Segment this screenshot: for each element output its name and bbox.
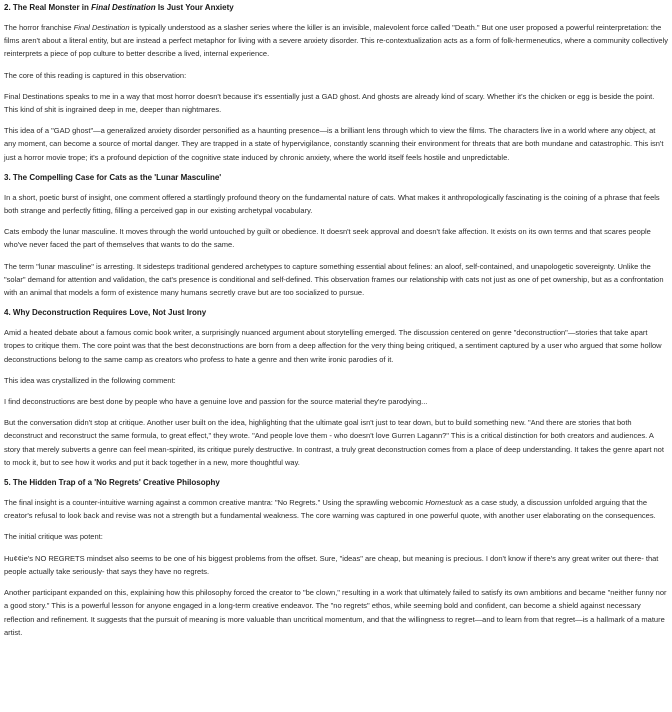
paragraph: In a short, poetic burst of insight, one comment offered a startlingly profound theory on the fundamental nature of cats. What makes it anthropologically fascinating is the coining of a phrase that feels both strange and perfectly fitting, filling a perceived gap in our existing archetypal vocabulary. [4, 192, 660, 216]
text-run: The horror franchise [4, 23, 74, 32]
quote-paragraph: Final Destinations speaks to me in a way that most horror doesn't because it's essentially just a GAD ghost. And ghosts are already kind of scary. Whether it's the chicken or egg is beside the point. This kind of shit is ingrained deep in me, deeper than nightmares. [4, 91, 655, 115]
quote-paragraph: Hu¢¢ie's NO REGRETS mindset also seems to be one of his biggest problems from the offset. Sure, "ideas" are cheap, but meaning is precious. I don't know if there's any great writer out there- that people actually take seriously- that says they have no regrets. [4, 553, 659, 576]
heading-text: Is Just Your Anxiety [155, 3, 234, 12]
title-italic: Final Destination [73, 23, 130, 32]
title-italic: Homestuck [425, 498, 463, 508]
paragraph [4, 496, 669, 522]
paragraph [4, 21, 669, 61]
text-run: is typically understood as a slasher series where the killer is an invisible, malevolent force called "Death." But one user proposed a powerful reinterpretation: the films aren't about a literal entity, but are instead a perfect metaphor for living with a severe anxiety disorder. This re-contextualization acts as a form of folk-hermeneutics, where a community collectively reinterprets a piece of pop culture to better describe a lived, internal experience. [4, 23, 668, 59]
section-deconstruction [4, 307, 669, 469]
heading-text: 2. The Real Monster in [4, 3, 92, 12]
paragraph: Amid a heated debate about a famous comic book writer, a surprisingly nuanced argument about storytelling emerged. The discussion centered on genre "deconstruction"—stories that take apart tropes to critique them. The core point was that the best deconstructions are born from a deep affection for the very thing being critiqued, a sentiment captured by a user who argued that some hollow deconstructions belong to the same camp as creators who profess to hate a genre and then write ironic parodies of it. [4, 328, 662, 364]
quote-paragraph: I find deconstructions are best done by people who have a genuine love and passion for the source material they're parodying... [4, 397, 428, 407]
section-lunar-masculine [4, 172, 669, 299]
paragraph: Another participant expanded on this, explaining how this philosophy forced the creator to "be clown," resulting in a work that ultimately failed to satisfy its own ambitions and became "neither funny nor a good story." This is a powerful lesson for anyone engaged in a long-term creative endeavor. The "no regrets" ethos, while seeming bold and confident, can become a shield against necessary reflection and refinement. It suggests that the pursuit of meaning is more valuable than uncritical momentum, and that the willingness to regret—and to learn from that regret—is a hallmark of a mature artist. [4, 588, 667, 637]
section-final-destination [4, 2, 669, 164]
heading-title-italic: Final Destination [91, 3, 156, 12]
text-run: as a case study, a discussion unfolded arguing that the creator's refusal to look back and revise was not a strength but a fundamental weakness. The core warning was captured in one powerful quote, with another user elaborating on the consequences. [4, 498, 656, 521]
text-run: The final insight is a counter-intuitive warning against a common creative mantra: "No Regrets." Using the sprawling webcomic [4, 498, 426, 508]
paragraph: But the conversation didn't stop at critique. Another user built on the idea, highlighting that the ultimate goal isn't just to tear down, but to build something new. "And there are stories that both deconstruct and reconstruct the same formula, to great effect," they wrote. "And people love them - who doesn't love Gurren Lagann?" This is a critical distinction for both creators and audiences. A story that merely subverts a genre can feel mean-spirited, its critique purely destructive. In contrast, a truly great deconstruction comes from a place of deep understanding. It takes the genre apart not to mock it, but to see how it works and put it back together in a new, more thoughtful way. [4, 418, 664, 467]
paragraph: The core of this reading is captured in this observation: [4, 70, 187, 80]
paragraph: This idea of a "GAD ghost"—a generalized anxiety disorder personified as a haunting presence—is a brilliant lens through which to view the films. The characters live in a world where any object, at any moment, can become a source of mortal danger. They are trapped in a state of hypervigilance, constantly scanning their environment for threats that are both mundane and catastrophic. This isn't just a horror movie trope; it's a profound depiction of the cognitive state induced by chronic anxiety, where the world itself feels hostile and unpredictable. [4, 126, 664, 162]
section-heading [4, 2, 669, 14]
section-heading: 4. Why Deconstruction Requires Love, Not Just Irony [4, 308, 207, 318]
paragraph: The initial critique was potent: [4, 532, 103, 542]
paragraph: This idea was crystallized in the following comment: [4, 375, 176, 385]
section-heading: 3. The Compelling Case for Cats as the 'Lunar Masculine' [4, 172, 222, 182]
paragraph: The term "lunar masculine" is arresting. It sidesteps traditional gendered archetypes to capture something essential about felines: an aloof, self-contained, and unapologetic sovereignty. Unlike the "solar" demand for attention and validation, the cat's presence is conditional and self-defined. This observation frames our relationship with cats not just as one of pet ownership, but as a confrontation with an animal that models a form of existence many humans secretly crave but are too socialized to pursue. [4, 261, 664, 298]
section-heading: 5. The Hidden Trap of a 'No Regrets' Creative Philosophy [4, 478, 220, 488]
section-no-regrets [4, 477, 669, 639]
quote-paragraph: Cats embody the lunar masculine. It moves through the world untouched by guilt or obedience. It doesn't seek approval and doesn't fake affection. It exists on its own terms and that scares people who've never faced the part of themselves that wants to do the same. [4, 227, 651, 250]
